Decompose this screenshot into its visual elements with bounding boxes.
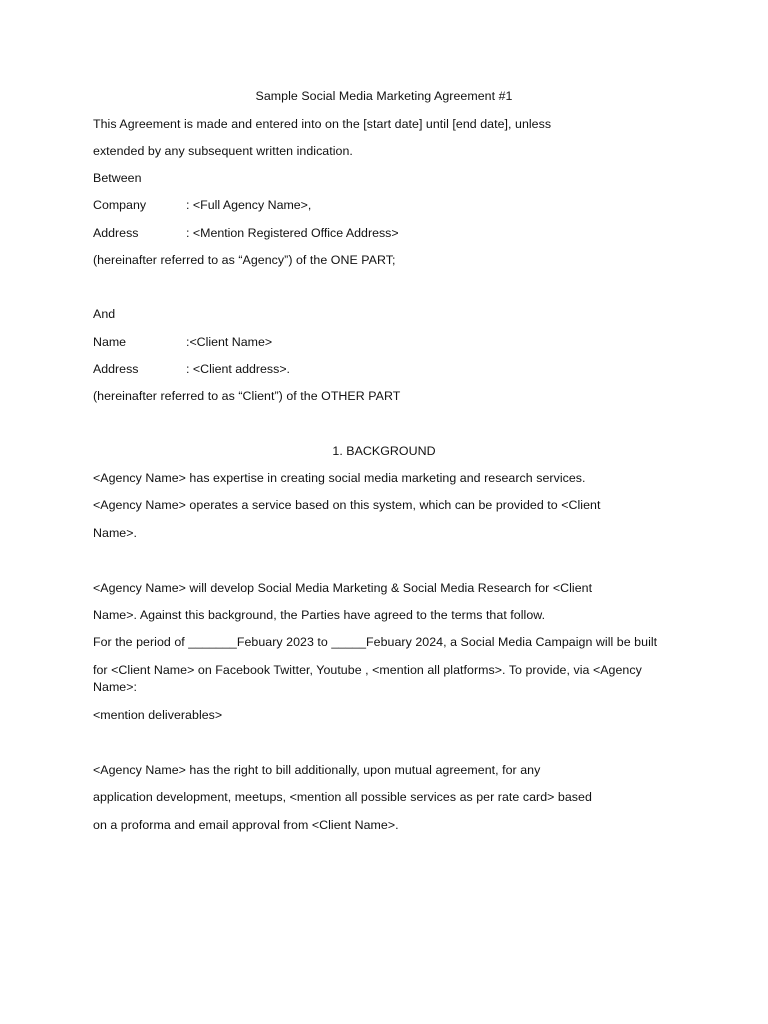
document-title: Sample Social Media Marketing Agreement #1: [255, 89, 513, 103]
agency-address-label: Address: [93, 226, 139, 240]
intro-line-2: extended by any subsequent written indication.: [93, 144, 353, 158]
background-para-1: <Agency Name> has expertise in creating social media marketing and research services.: [93, 471, 586, 485]
client-reference: (hereinafter referred to as “Client”) of the OTHER PART: [93, 389, 401, 403]
company-label: Company: [93, 198, 147, 212]
client-address-value: : <Client address>.: [186, 362, 291, 376]
agency-reference: (hereinafter referred to as “Agency”) of the ONE PART;: [93, 253, 396, 267]
agency-address-value: : <Mention Registered Office Address>: [186, 226, 399, 240]
background-para-5-line-1: <Agency Name> has the right to bill additionally, upon mutual agreement, for any: [93, 763, 541, 777]
client-name-label: Name: [93, 335, 127, 349]
between-label: Between: [93, 171, 142, 185]
background-para-4-line-1: For the period of _______Febuary 2023 to _____Febuary 2024, a Social Media Campaign will be built: [93, 635, 658, 649]
company-value: : <Full Agency Name>,: [186, 198, 312, 212]
background-para-4-line-4: <mention deliverables>: [93, 708, 223, 722]
section-heading-background: 1. BACKGROUND: [332, 444, 436, 458]
client-name-value: :<Client Name>: [186, 335, 273, 349]
background-para-4-line-2: for <Client Name> on Facebook Twitter, Youtube , <mention all platforms>. To provide, via <Agency: [93, 663, 642, 677]
background-para-2-line-2: Name>.: [93, 526, 138, 540]
background-para-5-line-2: application development, meetups, <mention all possible services as per rate card> based: [93, 790, 592, 804]
client-address-label: Address: [93, 362, 139, 376]
background-para-3-line-1: <Agency Name> will develop Social Media Marketing & Social Media Research for <Client: [93, 581, 593, 595]
background-para-2-line-1: <Agency Name> operates a service based on this system, which can be provided to <Client: [93, 498, 601, 512]
background-para-5-line-3: on a proforma and email approval from <Client Name>.: [93, 818, 399, 832]
and-label: And: [93, 307, 116, 321]
intro-line-1: This Agreement is made and entered into on the [start date] until [end date], unless: [93, 117, 552, 131]
background-para-3-line-2: Name>. Against this background, the Parties have agreed to the terms that follow.: [93, 608, 546, 622]
background-para-4-line-3: Name>:: [93, 680, 138, 694]
